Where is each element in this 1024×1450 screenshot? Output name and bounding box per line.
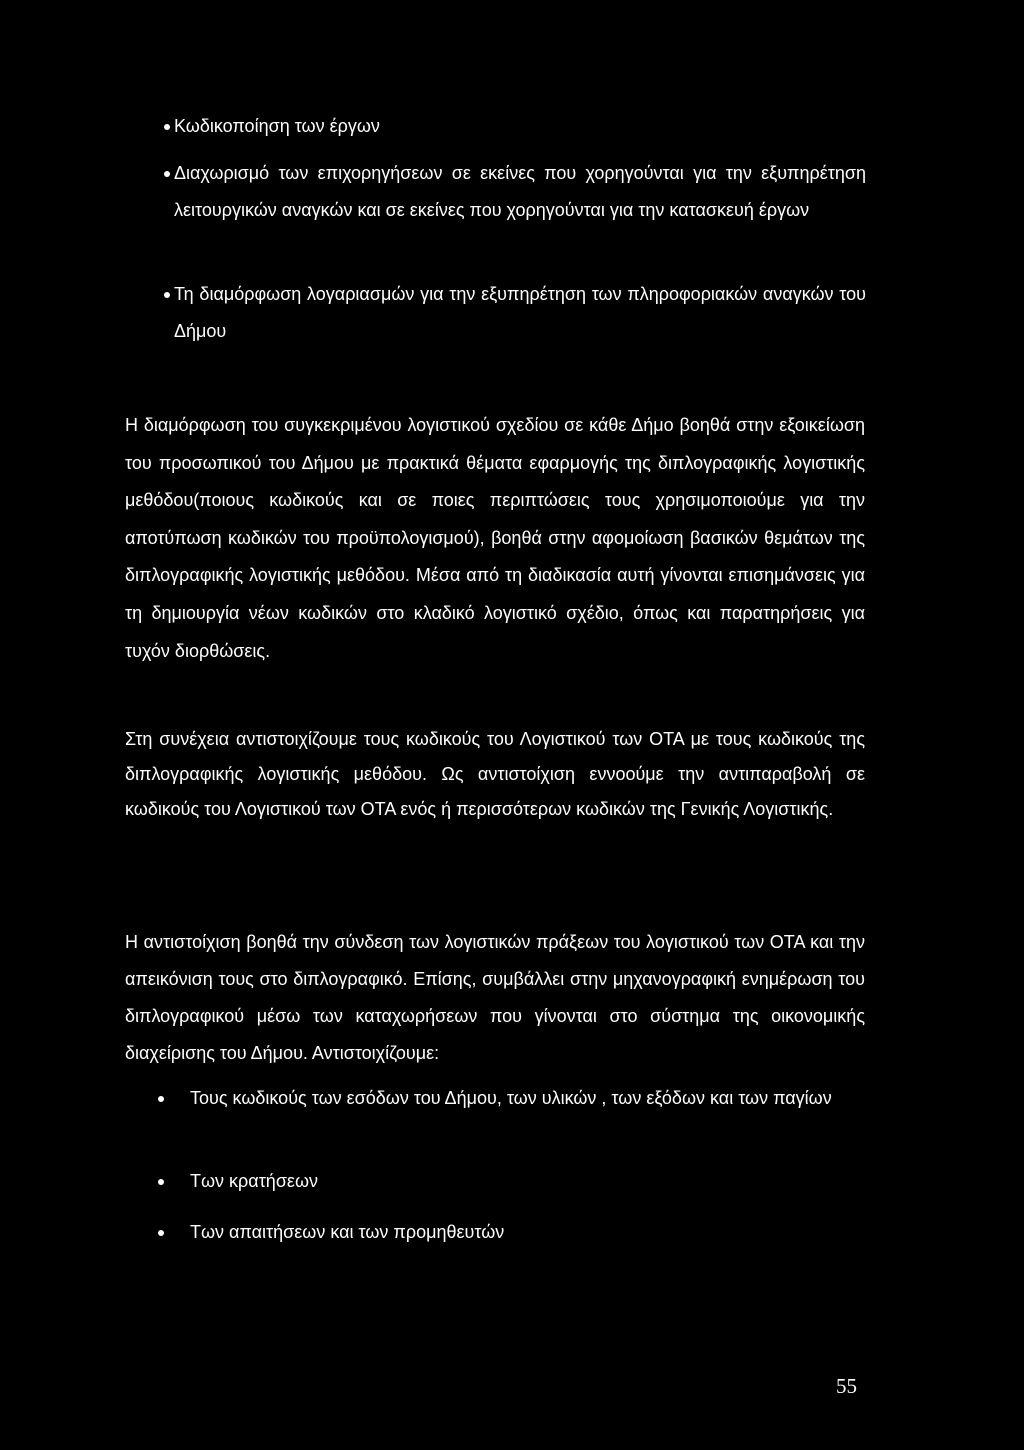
bullet-dot-icon (164, 124, 170, 130)
bullet-item (174, 108, 866, 145)
bullet-dot-icon (158, 1179, 164, 1185)
bullet-item (190, 1214, 866, 1251)
bullet-text: Τους κωδικούς των εσόδων του Δήμου, των υλικών , των εξόδων και των παγίων (190, 1088, 832, 1108)
bullet-text: Τη διαμόρφωση λογαριασμών για την εξυπηρέτηση των πληροφοριακών αναγκών του Δήμου (174, 284, 866, 341)
bullet-text: Των απαιτήσεων και των προμηθευτών (190, 1222, 505, 1242)
page-number: 55 (836, 1374, 857, 1398)
bullet-text: Κωδικοποίηση των έργων (174, 116, 380, 136)
bullet-item (174, 276, 866, 350)
paragraph: Η διαμόρφωση του συγκεκριμένου λογιστικού σχεδίου σε κάθε Δήμο βοηθά στην εξοικείωση του προσωπικού του Δήμου με πρακτικά θέματα εφαρμογής της διπλογραφικής λογιστικής μεθόδου(ποιους κωδικούς και σε ποιες περιπτώσεις τους χρησιμοποιούμε για την αποτύπωση κωδικών του προϋπολογισμού), βοηθά στην αφομοίωση βασικών θεμάτων της διπλογραφικής λογιστικής μεθόδου. Μέσα από τη διαδικασία αυτή γίνονται επισημάνσεις για τη δημιουργία νέων κωδικών στο κλαδικό λογιστικό σχέδιο, όπως και παρατηρήσεις για τυχόν διορθώσεις. (125, 415, 865, 661)
bullet-item (190, 1163, 866, 1200)
bullet-text: Των κρατήσεων (190, 1171, 319, 1191)
paragraph: Η αντιστοίχιση βοηθά την σύνδεση των λογιστικών πράξεων του λογιστικού των ΟΤΑ και την απεικόνιση τους στο διπλογραφικό. Επίσης, συμβάλλει στην μηχανογραφική ενημέρωση του διπλογραφικού μέσω των καταχωρήσεων που γίνονται στο σύστημα της οικονομικής διαχείρισης του Δήμου. Αντιστοιχίζουμε: (125, 932, 865, 1063)
bullet-dot-icon (158, 1096, 164, 1102)
bullet-text: Διαχωρισμό των επιχορηγήσεων σε εκείνες που χορηγούνται για την εξυπηρέτηση λειτουργικών αναγκών και σε εκείνες που χορηγούνται για την κατασκευή έργων (174, 163, 866, 220)
bullet-dot-icon (164, 171, 170, 177)
paragraph: Στη συνέχεια αντιστοιχίζουμε τους κωδικούς του Λογιστικού των ΟΤΑ με τους κωδικούς της διπλογραφικής λογιστικής μεθόδου. Ως αντιστοίχιση εννοούμε την αντιπαραβολή σε κωδικούς του Λογιστικού των ΟΤΑ ενός ή περισσότερων κωδικών της Γενικής Λογιστικής. (125, 729, 865, 819)
bullet-item (174, 155, 866, 229)
bullet-dot-icon (158, 1230, 164, 1236)
bullet-dot-icon (164, 292, 170, 298)
bullet-item (190, 1080, 866, 1117)
